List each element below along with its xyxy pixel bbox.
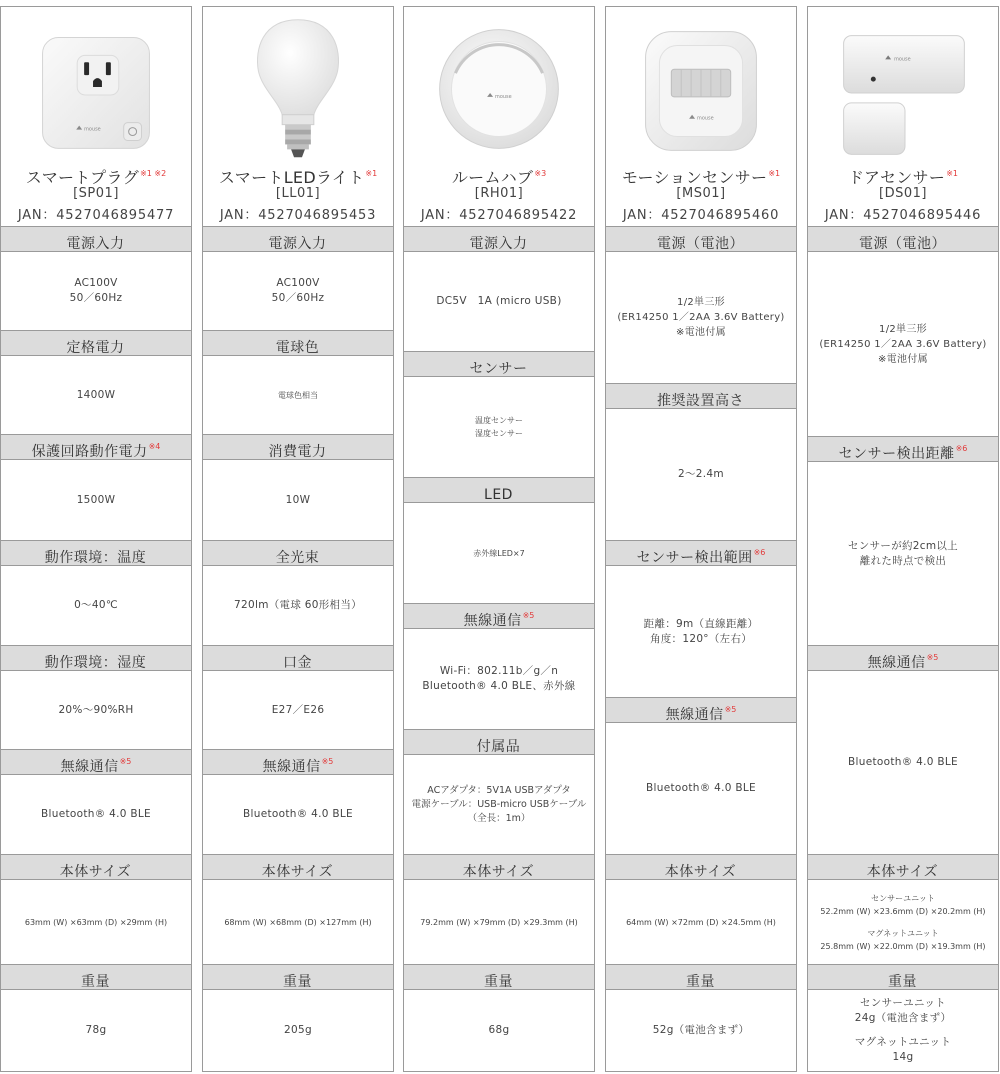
spec-value: 10W	[285, 493, 311, 506]
product-header	[404, 7, 594, 226]
spec-header: 消費電力	[203, 434, 393, 460]
spec-header: 本体サイズ	[404, 854, 594, 880]
spec-value: 2～2.4m	[678, 468, 724, 480]
product-jan: JAN：4527046895453	[219, 208, 377, 223]
spec-header: 動作環境：温度	[1, 540, 191, 566]
spec-value: Bluetooth® 4.0 BLE	[243, 808, 353, 820]
spec-value: 0～40℃	[74, 599, 118, 611]
product-name: ドアセンサー$^{※1}$	[848, 168, 958, 187]
spec-value: ACアダプタ：5V1A USBアダプタ 電源ケーブル：USB-micro USBケーブル （全長：1m）	[411, 784, 587, 824]
smart-plug-image	[1, 15, 191, 165]
product-column-led-light	[202, 6, 394, 1072]
door-sensor-image	[808, 15, 998, 165]
spec-header: 重量	[606, 964, 796, 990]
spec-header: 推奨設置高さ	[606, 383, 796, 409]
spec-header: 無線通信$^{※5}$	[203, 749, 393, 775]
spec-value: 電球色相当	[278, 390, 318, 400]
spec-value: 78g	[85, 1023, 107, 1036]
spec-value: 720lm（電球 60形相当）	[234, 599, 362, 611]
svg-text:mouse: mouse	[84, 126, 101, 133]
svg-text:mouse: mouse	[894, 56, 911, 63]
spec-header: 無線通信$^{※5}$	[404, 603, 594, 629]
room-hub-image	[404, 15, 594, 165]
product-column-door-sensor	[807, 6, 999, 1072]
spec-header: 定格電力	[1, 330, 191, 356]
product-column-room-hub	[403, 6, 595, 1072]
spec-value: 1400W	[76, 388, 116, 401]
product-model: [SP01]	[73, 186, 119, 201]
product-model: [LL01]	[275, 186, 321, 201]
product-header	[808, 7, 998, 226]
product-header	[606, 7, 796, 226]
spec-header: 電源入力	[1, 226, 191, 252]
spec-header: 重量	[1, 964, 191, 990]
spec-value: 20%～90%RH	[58, 703, 134, 716]
spec-value: DC5V 1A (micro USB)	[436, 295, 562, 307]
spec-value: 1500W	[76, 493, 116, 506]
spec-header: 重量	[808, 964, 998, 990]
spec-value: AC100V 50／60Hz	[271, 277, 325, 304]
svg-text:mouse: mouse	[495, 93, 512, 100]
spec-value: 1/2単三形 (ER14250 1／2AA 3.6V Battery) ※電池付属	[819, 323, 987, 365]
motion-sensor-image	[606, 15, 796, 165]
svg-text:mouse: mouse	[697, 115, 714, 122]
product-model: [MS01]	[676, 186, 726, 201]
spec-value: 63mm (W) ×63mm (D) ×29mm (H)	[24, 917, 168, 927]
product-name: モーションセンサー$^{※1}$	[621, 168, 781, 187]
product-jan: JAN：4527046895446	[824, 208, 982, 223]
product-header	[203, 7, 393, 226]
product-header	[1, 7, 191, 226]
spec-header: 動作環境：湿度	[1, 645, 191, 671]
product-column-smart-plug	[0, 6, 192, 1072]
spec-header: センサー検出距離$^{※6}$	[808, 436, 998, 462]
spec-header: 電源（電池）	[808, 226, 998, 252]
spec-header: 電源入力	[203, 226, 393, 252]
spec-value: 68mm (W) ×68mm (D) ×127mm (H)	[224, 917, 372, 927]
spec-header: 保護回路動作電力$^{※4}$	[1, 434, 191, 460]
spec-header: 電球色	[203, 330, 393, 356]
product-name: ルームハブ$^{※3}$	[451, 168, 547, 187]
product-jan: JAN：4527046895460	[622, 208, 780, 223]
spec-header: LED	[404, 477, 594, 503]
product-column-motion-sensor	[605, 6, 797, 1072]
spec-value: Bluetooth® 4.0 BLE	[848, 756, 958, 768]
spec-header: 無線通信$^{※5}$	[1, 749, 191, 775]
spec-header: 重量	[203, 964, 393, 990]
spec-value: 赤外線LED×7	[473, 548, 525, 558]
spec-header: センサー検出範囲$^{※6}$	[606, 540, 796, 566]
spec-value: 1/2単三形 (ER14250 1／2AA 3.6V Battery) ※電池付属	[617, 297, 785, 338]
spec-header: 口金	[203, 645, 393, 671]
product-model: [RH01]	[474, 186, 524, 201]
spec-header: 重量	[404, 964, 594, 990]
product-jan: JAN：4527046895422	[420, 208, 578, 223]
spec-header: 電源入力	[404, 226, 594, 252]
spec-value: 52g（電池含まず）	[652, 1023, 750, 1036]
spec-value: 距離：9m（直線距離） 角度：120°（左右）	[643, 617, 759, 645]
spec-header: 本体サイズ	[203, 854, 393, 880]
spec-header: 付属品	[404, 729, 594, 755]
spec-header: 本体サイズ	[1, 854, 191, 880]
spec-header: センサー	[404, 351, 594, 377]
spec-header: 本体サイズ	[808, 854, 998, 880]
product-jan: JAN：4527046895477	[17, 208, 175, 223]
spec-header: 本体サイズ	[606, 854, 796, 880]
product-name: スマートLEDライト$^{※1}$	[218, 168, 378, 187]
spec-value: AC100V 50／60Hz	[69, 277, 123, 304]
spec-value: 64mm (W) ×72mm (D) ×24.5mm (H)	[626, 917, 776, 927]
spec-value: 79.2mm (W) ×79mm (D) ×29.3mm (H)	[420, 917, 578, 927]
product-model: [DS01]	[879, 186, 927, 201]
spec-value: E27／E26	[271, 703, 325, 716]
spec-header: 無線通信$^{※5}$	[808, 645, 998, 671]
spec-value: Wi-Fi：802.11b／g／n Bluetooth® 4.0 BLE、赤外線	[422, 665, 576, 692]
spec-value: 温度センサー 湿度センサー	[475, 416, 523, 438]
spec-value: センサーが約2cm以上 離れた時点で検出	[848, 539, 958, 567]
product-name: スマートプラグ$^{※1 ※2}$	[25, 168, 167, 187]
led-bulb-image	[203, 15, 393, 165]
spec-value: センサーユニット 24g（電池含まず） マグネットユニット 14g	[854, 996, 952, 1063]
spec-value: 68g	[488, 1023, 510, 1036]
spec-header: 無線通信$^{※5}$	[606, 697, 796, 723]
spec-value: センサーユニット 52.2mm (W) ×23.6mm (D) ×20.2mm (H) マグネットユニット 25.8mm (W) ×22.0mm (D) ×19.3mm (H)	[820, 893, 986, 951]
spec-value: Bluetooth® 4.0 BLE	[41, 808, 151, 820]
spec-header: 全光束	[203, 540, 393, 566]
spec-header: 電源（電池）	[606, 226, 796, 252]
spec-value: Bluetooth® 4.0 BLE	[646, 782, 756, 794]
spec-value: 205g	[284, 1023, 312, 1036]
